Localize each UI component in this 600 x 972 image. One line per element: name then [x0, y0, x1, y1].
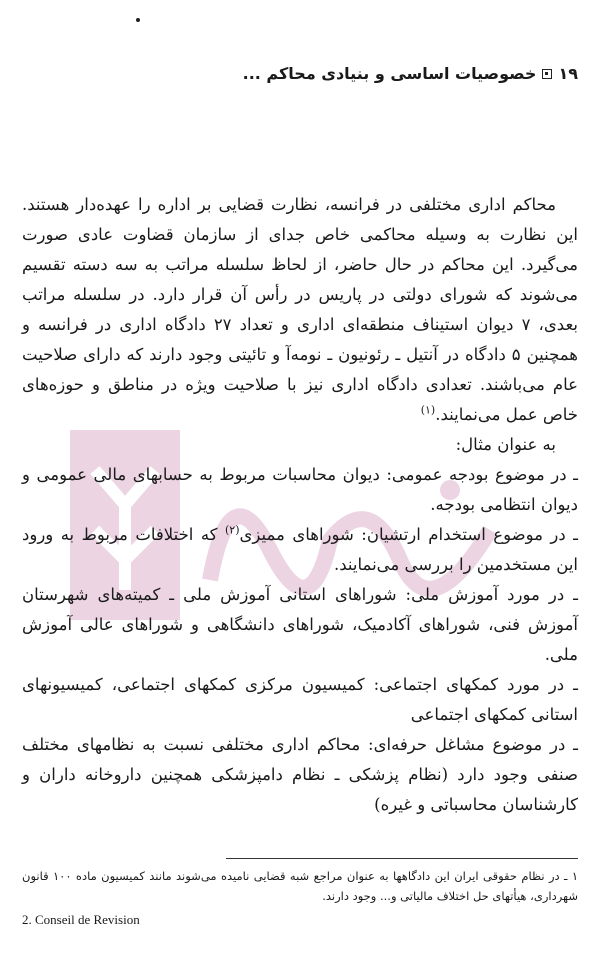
chapter-title: خصوصیات اساسی و بنیادی محاکم ...: [242, 64, 537, 83]
list-item: ـ در مورد آموزش ملی: شوراهای استانی آموزش ملی ـ کمیته‌های شهرستان آموزش فنی، شوراهای آکادمیک، شوراهای دانشگاهی و شوراهای عالی آموزش ملی.: [22, 585, 578, 664]
list-item: ـ در موضوع بودجه عمومی: دیوان محاسبات مربوط به حسابهای مالی عمومی و دیوان انتظامی بودجه.: [22, 465, 578, 514]
list-item: ـ در مورد کمکهای اجتماعی: کمیسیون مرکزی کمکهای اجتماعی، کمیسیونهای استانی کمکهای اجتماعی: [22, 675, 578, 724]
paragraph: محاکم اداری مختلفی در فرانسه، نظارت قضایی بر اداره را عهده‌دار هستند. این نظارت به وسیله محاکمی خاص جدای از سازمان قضاوت عادی صورت می‌گیرد. این محاکم در حال حاضر، از لحاظ سلسله مراتب به سه دسته تقسیم می‌شوند که شورای دولتی در پاریس در رأس آن قرار دارد. در سلسله مراتب بعدی، ۷ دیوان استیناف منطقه‌ای اداری و تعداد ۲۷ دادگاه اداری در فرانسه و همچنین ۵ دادگاه در آنتیل ـ رئونیون ـ نومه‌آ و تائیتی وجود دارند که دارای صلاحیت عام می‌باشند. تعدادی دادگاه اداری نیز با صلاحیت ویژه در مناطق و حوزه‌های خاص عمل می‌نمایند.$^{(۱)}$: [22, 195, 579, 424]
ink-dot: [136, 18, 140, 22]
running-header: [22, 64, 578, 83]
page-number: ۱۹: [558, 64, 578, 83]
example-intro: به عنوان مثال:: [455, 435, 556, 454]
list-item: ـ در موضوع استخدام ارتشیان: شوراهای ممیزی$^{(۲)}$ که اختلافات مربوط به ورود این مستخدمین را بررسی می‌نمایند.: [22, 523, 579, 574]
footnote-divider: [226, 858, 578, 859]
square-bullet-icon: [542, 69, 552, 79]
main-text: [22, 190, 578, 820]
footnote-ref-2: (۲): [224, 523, 240, 537]
list-item: ـ در موضوع مشاغل حرفه‌ای: محاکم اداری مختلفی نسبت به نظامهای مختلف صنفی وجود دارد (نظام پزشکی ـ نظام دامپزشکی همچنین داروخانه داران و کارشناسان محاسباتی و غیره): [22, 735, 578, 814]
footnote-ref-1: (۱): [420, 403, 436, 417]
footnote-1: ۱ ـ در نظام حقوقی ایران این دادگاهها به عنوان مراجع شبه قضایی نامیده می‌شوند مانند کمیسیون ماده ۱۰۰ قانون شهرداری، هیأتهای حل اختلاف مالیاتی و... وجود دارند.: [22, 869, 579, 903]
footnote-2: 2. Conseil de Revision: [22, 912, 140, 927]
